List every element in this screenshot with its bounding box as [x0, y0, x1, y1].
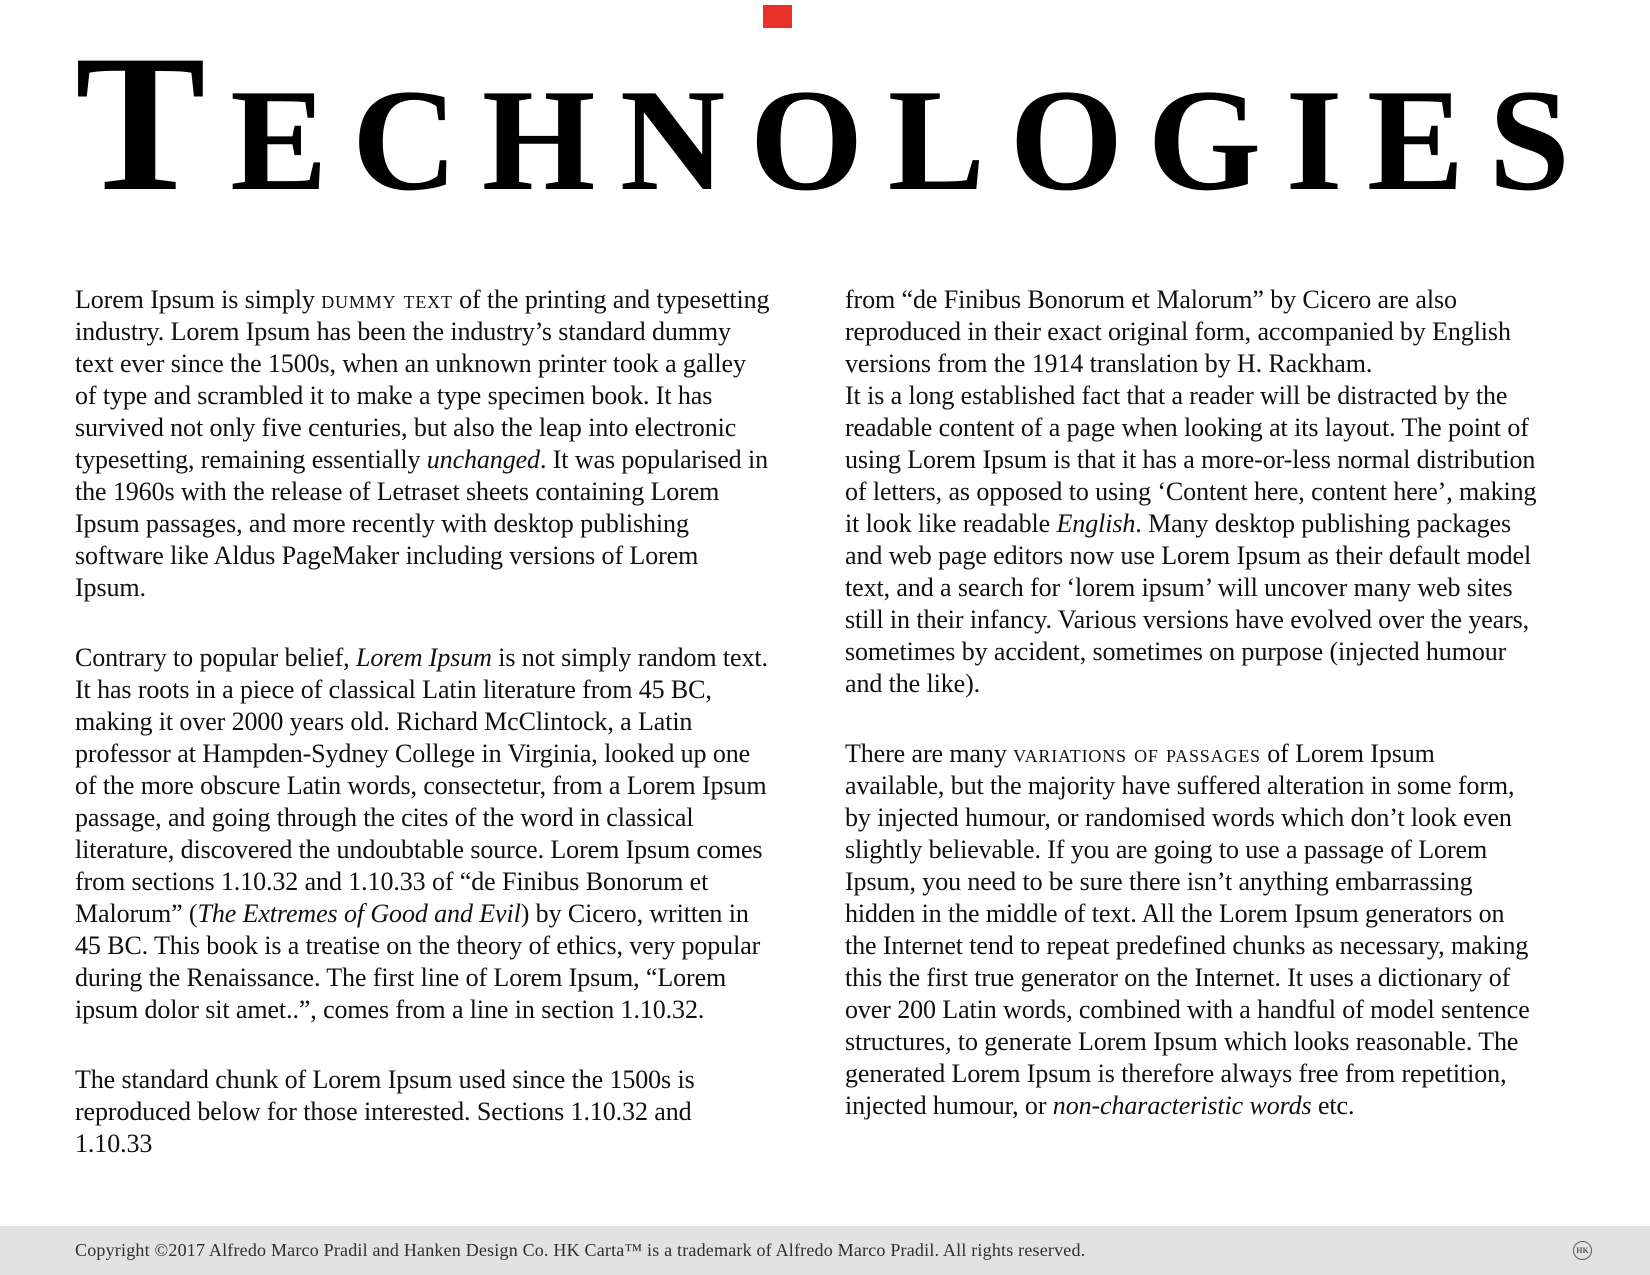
- text-run: ) by Cicero, written in 45 BC. This book is a treatise on the theory of ethics, very popular during the Renaissance. The first line of Lorem Ipsum, “Lorem ipsum dolor sit amet..”, comes from a line in section 1.10.32.: [75, 899, 761, 1024]
- text-run: variations of passages: [1013, 739, 1261, 768]
- text-run: The Extremes of Good and Evil: [197, 899, 521, 928]
- text-run: from “de Finibus Bonorum et Malorum” by Cicero are also reproduced in their exact original form, accompanied by English versions from the 1914 translation by H. Rackham.: [845, 285, 1511, 378]
- title-letter: T: [75, 15, 206, 232]
- hk-monogram-logo: HK: [1573, 1241, 1592, 1260]
- title-letter: S: [1488, 59, 1570, 221]
- column-left: [75, 284, 770, 1160]
- title-letter: H: [481, 59, 596, 221]
- red-marker: [763, 5, 792, 28]
- text-run: etc.: [1311, 1091, 1355, 1120]
- title-letter: N: [619, 59, 726, 221]
- paragraph: [75, 284, 770, 604]
- text-run: . It was popularised in the 1960s with the release of Letraset sheets containing Lorem Ipsum passages, and more recently with desktop publishing software like Aldus PageMaker including versions of Lorem Ipsum.: [75, 445, 768, 602]
- title-letter: L: [887, 59, 986, 221]
- text-run: English: [1056, 509, 1136, 538]
- paragraph: [75, 1064, 770, 1160]
- text-run: . Many desktop publishing packages and web page editors now use Lorem Ipsum as their default model text, and a search for ‘lorem ipsum’ will uncover many web sites still in their infancy. Various versions have evolved over the years, sometimes by accident, sometimes on purpose (injected humour and the like).: [845, 509, 1532, 698]
- paragraph: [845, 380, 1540, 700]
- page-title: [75, 15, 1570, 232]
- text-run: is not simply random text. It has roots in a piece of classical Latin literature from 45 BC, making it over 2000 years old. Richard McClintock, a Latin professor at Hampden-Sydney College in Virginia, looked up one of the more obscure Latin words, consectetur, from a Lorem Ipsum passage, and going through the cites of the word in classical literature, discovered the undoubtable source. Lorem Ipsum comes from sections 1.10.32 and 1.10.33 of “de Finibus Bonorum et Malorum” (: [75, 643, 768, 928]
- text-run: Contrary to popular belief,: [75, 643, 356, 672]
- title-letter: E: [1366, 59, 1465, 221]
- text-run: dummy text: [321, 285, 453, 314]
- text-run: non-characteristic words: [1052, 1091, 1312, 1120]
- title-letter: O: [1009, 59, 1124, 221]
- title-letter: E: [230, 59, 328, 221]
- text-run: of Lorem Ipsum available, but the majority have suffered alteration in some form, by injected humour, or randomised words which don’t look even slightly believable. If you are going to use a passage of Lorem Ipsum, you need to be sure there isn’t anything embarrassing hidden in the middle of text. All the Lorem Ipsum generators on the Internet tend to repeat predefined chunks as necessary, making this the first true generator on the Internet. It uses a dictionary of over 200 Latin words, combined with a handful of model sentence structures, to generate Lorem Ipsum which looks reasonable. The generated Lorem Ipsum is therefore always free from repetition, injected humour, or: [845, 739, 1530, 1120]
- title-letter: G: [1147, 59, 1262, 221]
- text-run: It is a long established fact that a reader will be distracted by the readable content of a page when looking at its layout. The point of using Lorem Ipsum is that it has a more-or-less normal distribution of letters, as opposed to using ‘Content here, content here’, making it look like readable: [845, 381, 1537, 538]
- title-letter: O: [749, 59, 864, 221]
- text-run: Lorem Ipsum: [355, 643, 492, 672]
- text-run: There are many: [845, 739, 1014, 768]
- text-run: of the printing and typesetting industry. Lorem Ipsum has been the industry’s standard dummy text ever since the 1500s, when an unknown printer took a galley of type and scrambled it to make a type specimen book. It has survived not only five centuries, but also the leap into electronic typesetting, remaining essentially: [75, 285, 770, 474]
- title-letter: I: [1285, 59, 1343, 221]
- copyright-text: Copyright ©2017 Alfredo Marco Pradil and Hanken Design Co. HK Carta™ is a trademark of Alfredo Marco Pradil. All rights reserved.: [75, 1240, 1086, 1260]
- paragraph: [75, 642, 770, 1026]
- title-letter: C: [352, 59, 458, 221]
- article-columns: [75, 284, 1540, 1160]
- paragraph: [845, 738, 1540, 1122]
- column-right: [845, 284, 1540, 1160]
- text-run: unchanged: [426, 445, 540, 474]
- text-run: The standard chunk of Lorem Ipsum used since the 1500s is reproduced below for those interested. Sections 1.10.32 and 1.10.33: [75, 1065, 695, 1158]
- paragraph: [845, 284, 1540, 380]
- footer-bar: [0, 1226, 1650, 1275]
- text-run: Lorem Ipsum is simply: [75, 285, 322, 314]
